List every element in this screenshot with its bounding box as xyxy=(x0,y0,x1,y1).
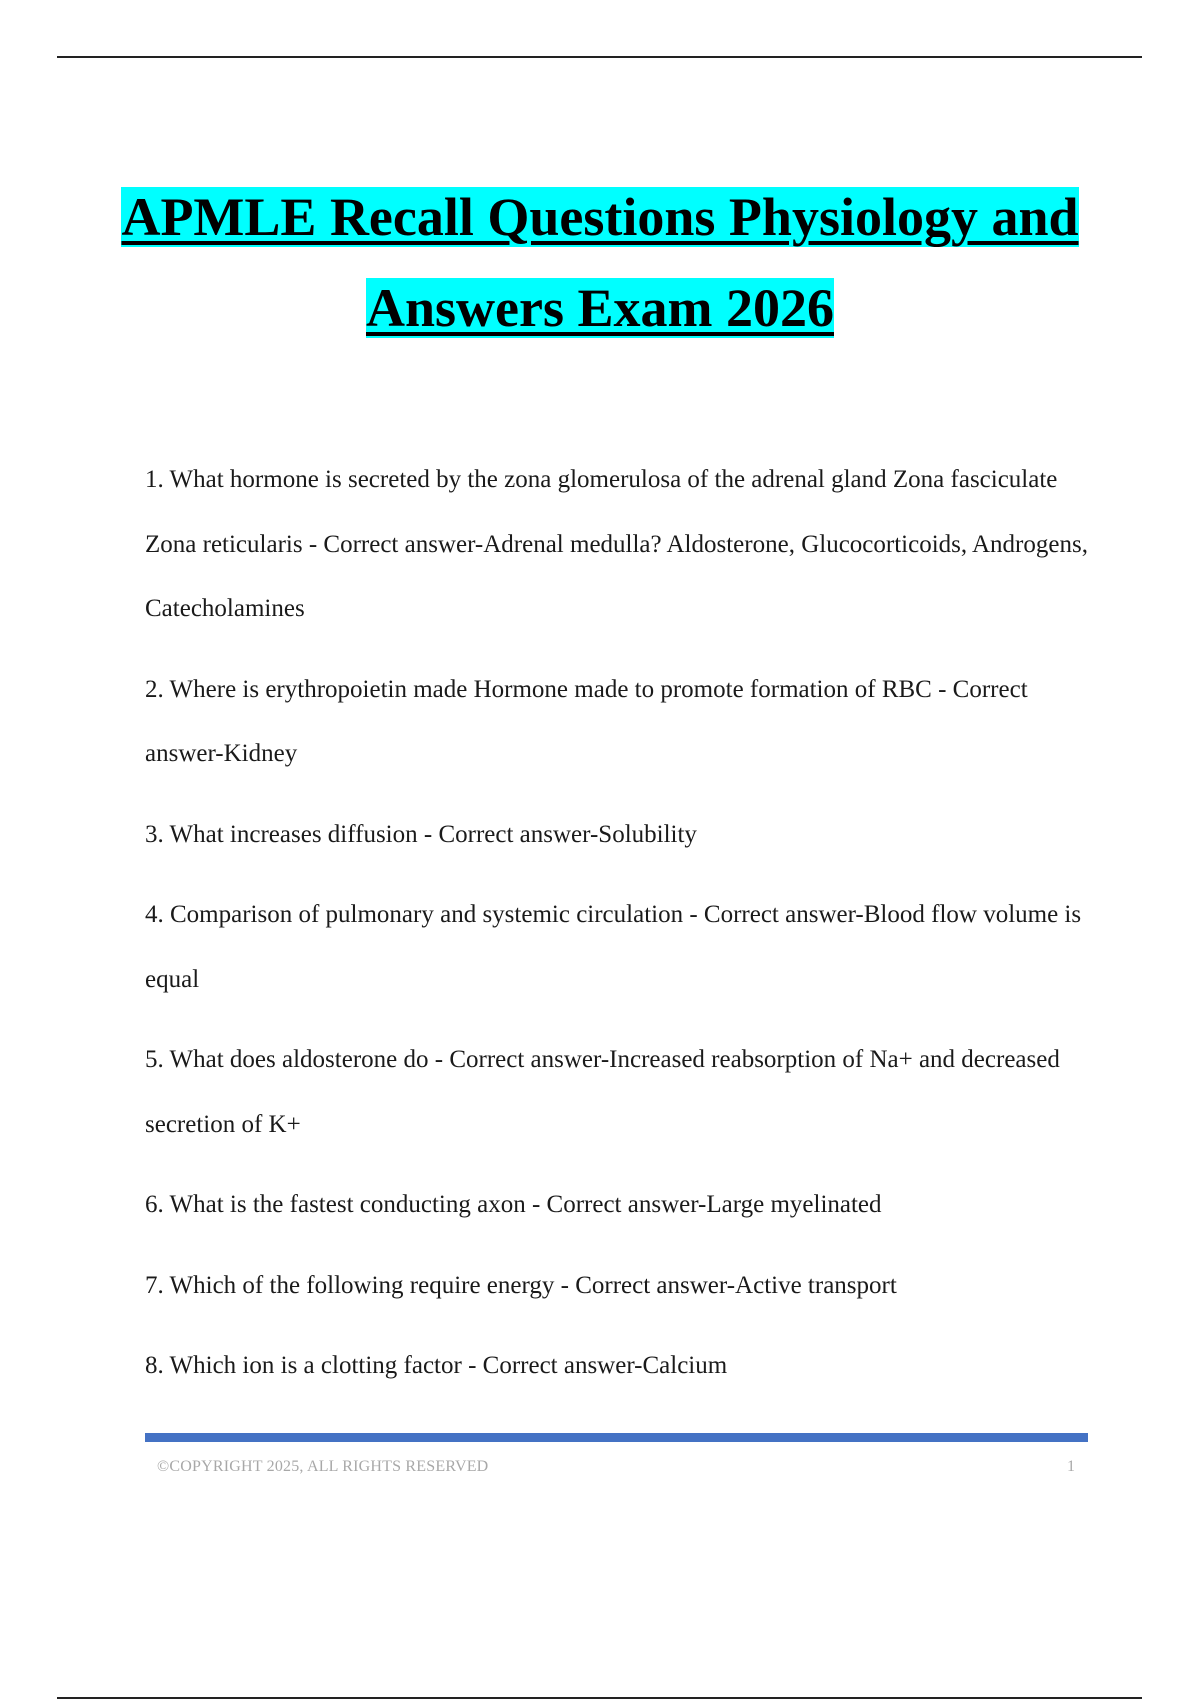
footer-copyright: ©COPYRIGHT 2025, ALL RIGHTS RESERVED xyxy=(157,1458,489,1475)
document-title xyxy=(100,172,1100,354)
question-item: 7. Which of the following require energy - Correct answer-Active transport xyxy=(145,1271,897,1299)
page-number: 1 xyxy=(1067,1458,1075,1475)
question-item: 2. Where is erythropoietin made Hormone made to promote formation of RBC - Correct answer-Kidney xyxy=(145,675,1028,767)
question-item: 6. What is the fastest conducting axon - Correct answer-Large myelinated xyxy=(145,1191,882,1218)
question-item: 4. Comparison of pulmonary and systemic circulation - Correct answer-Blood flow volume is equal xyxy=(145,901,1082,993)
bottom-rule xyxy=(57,1697,1142,1699)
title-line-1: APMLE Recall Questions Physiology and xyxy=(121,187,1079,247)
question-list xyxy=(145,448,1090,1415)
question-item: 5. What does aldosterone do - Correct answer-Increased reabsorption of Na+ and decreased secretion of K+ xyxy=(145,1046,1060,1138)
question-item: 3. What increases diffusion - Correct answer-Solubility xyxy=(145,820,697,848)
question-item: 1. What hormone is secreted by the zona glomerulosa of the adrenal gland Zona fasciculate Zona reticularis - Correct answer-Adrenal medulla? Aldosterone, Glucocorticoids, Androgens, Catecholamines xyxy=(145,466,1088,622)
title-line-2: Answers Exam 2026 xyxy=(366,278,834,338)
footer-bar xyxy=(145,1433,1088,1442)
header-rule xyxy=(57,56,1142,58)
question-item: 8. Which ion is a clotting factor - Correct answer-Calcium xyxy=(145,1352,728,1379)
